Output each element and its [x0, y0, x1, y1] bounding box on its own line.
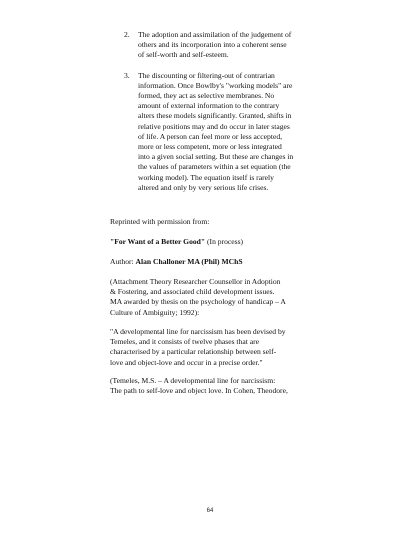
list-item-line: of life. A person can feel more or less accepted,: [138, 131, 283, 141]
numbered-list: [124, 30, 324, 203]
reprint-note-text: Reprinted with permission from:: [110, 217, 210, 226]
list-item-line: information. Once Bowlby's "working models" are: [138, 80, 293, 90]
book-title: "For Want of a Better Good": [110, 237, 206, 246]
list-item-line: The adoption and assimilation of the judgement of: [138, 30, 292, 39]
quote-line: "A developmental line for narcissism has been devised by: [110, 327, 286, 336]
list-item-number: 3.: [124, 70, 130, 80]
list-item-line: into a given social setting. But these are changes in: [138, 152, 294, 162]
author-line: [110, 257, 320, 267]
author-bio-line: (Attachment Theory Researcher Counsellor in Adoption: [110, 277, 281, 286]
list-item-line: others and its incorporation into a coherent sense: [138, 40, 287, 50]
page-number: 64: [206, 508, 214, 514]
quote-line: love and object-love and occur in a precise order.": [110, 357, 263, 367]
citation-paragraph: [110, 376, 320, 396]
list-item-line: altered and only by very serious life crises.: [138, 182, 269, 192]
author-name: Alan Challoner MA (Phil) MChS: [135, 257, 243, 266]
book-status: (In process): [205, 237, 244, 246]
author-bio-line: MA awarded by thesis on the psychology of handicap – A: [110, 297, 286, 307]
author-label: Author:: [110, 257, 136, 266]
author-bio-line: Culture of Ambiguity; 1992):: [110, 307, 200, 317]
list-item-line: The discounting or filtering-out of contrarian: [138, 70, 275, 80]
list-item-line: more or less competent, more or less integrated: [138, 142, 282, 152]
list-item-number: 2.: [124, 30, 130, 39]
list-item: [124, 71, 324, 193]
list-item-line: relative positions may and do occur in later stages: [138, 121, 290, 131]
list-item-line: alters these models significantly. Granted, shifts in: [138, 111, 292, 121]
quote-line: characterised by a particular relationship between self-: [110, 347, 277, 357]
author-bio-line: & Fostering, and associated child development issues.: [110, 287, 275, 297]
quote-paragraph: [110, 327, 320, 368]
citation-line: (Temeles, M.S. – A developmental line for narcissism:: [110, 376, 276, 385]
book-title-line: [110, 237, 320, 247]
list-item-line: of self-worth and self-esteem.: [138, 50, 229, 60]
author-bio: [110, 277, 320, 318]
citation-line: The path to self-love and object love. In Cohen, Theodore,: [110, 386, 288, 396]
list-item-line: formed, they act as selective membranes. No: [138, 91, 275, 101]
list-item: [124, 30, 324, 61]
quote-line: Temeles, and it consists of twelve phases that are: [110, 337, 259, 347]
list-item-line: amount of external information to the contrary: [138, 101, 280, 111]
reprint-note: [110, 217, 320, 227]
list-item-line: the values of parameters within a set equation (the: [138, 162, 291, 172]
list-item-line: working model). The equation itself is rarely: [138, 172, 274, 182]
